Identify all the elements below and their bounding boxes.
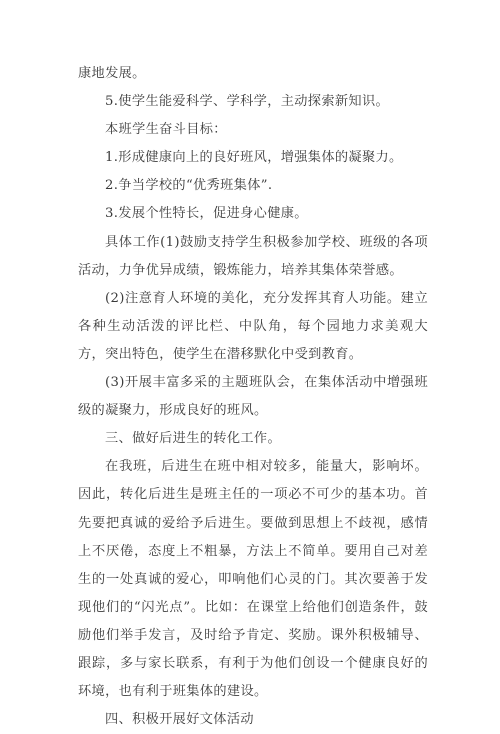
paragraph-class-goal-1: 1.形成健康向上的良好班风，增强集体的凝聚力。 bbox=[105, 150, 403, 166]
paragraph-class-goal-2: 2.争当学校的“优秀班集体”. bbox=[105, 178, 273, 194]
document-body bbox=[78, 60, 428, 734]
paragraph-underachievers: 在我班，后进生在班中相对较多，能量大，影响坏。因此，转化后进生是班主任的一项必不可少的基本功。首先要把真诚的爱给予后进生。要做到思想上不歧视，感情上不厌倦，态度上不粗暴，方法上不简单。要用自己对差生的一处真诚的爱心，叩响他们心灵的门。其次要善于发现他们的“闪光点”。比如：在课堂上给他们创造条件，鼓励他们举手发言，及时给予肯定、奖励。课外积极辅导、跟踪，多与家长联系，有利于为他们创设一个健康良好的环境，也有利于班集体的建设。 bbox=[78, 459, 428, 700]
paragraph-work-2: (2)注意育人环境的美化，充分发挥其育人功能。建立各种生动活泼的评比栏、中队角，每个园地力求美观大方，突出特色，使学生在潜移默化中受到教育。 bbox=[78, 290, 428, 362]
section-heading-3: 三、做好后进生的转化工作。 bbox=[105, 431, 281, 447]
paragraph-class-goal-3: 3.发展个性特长，促进身心健康。 bbox=[105, 206, 308, 222]
paragraph-work-3: (3)开展丰富多采的主题班队会，在集体活动中增强班级的凝聚力，形成良好的班风。 bbox=[78, 375, 428, 419]
paragraph-work-1: 具体工作(1)鼓励支持学生积极参加学校、班级的各项活动，力争优异成绩，锻炼能力，培养其集体荣誉感。 bbox=[78, 234, 428, 278]
section-heading-4: 四、积极开展好文体活动 bbox=[105, 712, 254, 728]
paragraph-goal-5: 5.使学生能爱科学、学科学，主动探索新知识。 bbox=[105, 94, 390, 110]
paragraph-continuation: 康地发展。 bbox=[78, 66, 146, 81]
paragraph-class-goals-heading: 本班学生奋斗目标： bbox=[105, 122, 227, 138]
